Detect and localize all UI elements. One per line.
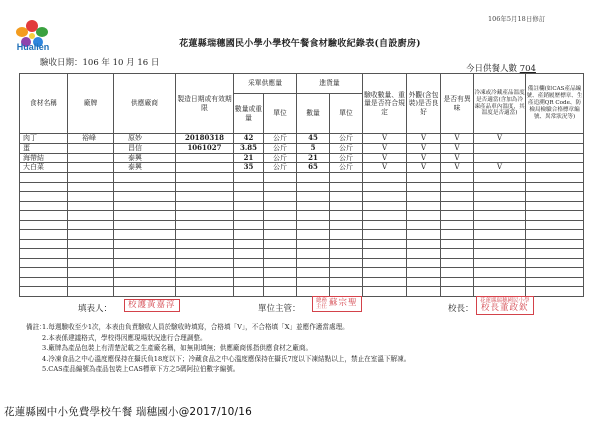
cell-brand bbox=[68, 192, 114, 202]
cell-aqty bbox=[297, 220, 330, 230]
cell-expiry bbox=[176, 287, 234, 297]
cell-odor bbox=[441, 268, 474, 278]
cell-aunit: 公斤 bbox=[330, 163, 363, 173]
cell-remark bbox=[526, 163, 584, 173]
cell-appearance bbox=[407, 182, 441, 192]
cell-aunit bbox=[330, 258, 363, 268]
cell-odor bbox=[441, 182, 474, 192]
logo-text: Hualien bbox=[16, 42, 50, 52]
cell-odor bbox=[441, 287, 474, 297]
filler-label: 填表人： bbox=[78, 304, 113, 314]
cell-odor bbox=[441, 173, 474, 183]
header-odor: 是否有異味 bbox=[441, 74, 474, 134]
cell-frozen bbox=[474, 287, 526, 297]
cell-expiry: 1061027 bbox=[176, 143, 234, 153]
cell-aunit: 公斤 bbox=[330, 143, 363, 153]
cell-expiry bbox=[176, 230, 234, 240]
cell-frozen bbox=[474, 153, 526, 163]
cell-odor bbox=[441, 277, 474, 287]
cell-expiry bbox=[176, 258, 234, 268]
cell-expiry bbox=[176, 277, 234, 287]
cell-remark bbox=[526, 182, 584, 192]
cell-remark bbox=[526, 268, 584, 278]
cell-supplier bbox=[114, 277, 176, 287]
cell-expiry bbox=[176, 211, 234, 221]
cell-match bbox=[363, 239, 407, 249]
cell-name bbox=[20, 277, 68, 287]
principal-stamp bbox=[476, 296, 534, 315]
cell-pqty bbox=[234, 258, 264, 268]
note-item: 2.本表係建議格式，學校得因應現場狀況進行合理調整。 bbox=[42, 333, 207, 342]
cell-punit bbox=[264, 201, 297, 211]
table-row bbox=[20, 220, 584, 230]
cell-aqty bbox=[297, 182, 330, 192]
cell-appearance bbox=[407, 277, 441, 287]
cell-punit bbox=[264, 249, 297, 259]
cell-aqty bbox=[297, 192, 330, 202]
principal-stamp-name: 校長董政欽 bbox=[481, 303, 529, 314]
cell-supplier bbox=[114, 192, 176, 202]
cell-expiry bbox=[176, 201, 234, 211]
cell-remark bbox=[526, 287, 584, 297]
notes-label: 備註： bbox=[26, 323, 46, 331]
cell-appearance bbox=[407, 173, 441, 183]
cell-supplier bbox=[114, 287, 176, 297]
cell-name bbox=[20, 287, 68, 297]
cell-pqty bbox=[234, 277, 264, 287]
cell-brand bbox=[68, 182, 114, 192]
cell-match bbox=[363, 173, 407, 183]
cell-aunit: 公斤 bbox=[330, 153, 363, 163]
cell-remark bbox=[526, 192, 584, 202]
cell-pqty: 42 bbox=[234, 134, 264, 144]
cell-match bbox=[363, 277, 407, 287]
cell-supplier bbox=[114, 249, 176, 259]
header-name: 食材名稱 bbox=[20, 74, 68, 134]
header-brand: 廠牌 bbox=[68, 74, 114, 134]
cell-aqty bbox=[297, 268, 330, 278]
cell-frozen: V bbox=[474, 134, 526, 144]
cell-punit bbox=[264, 277, 297, 287]
cell-punit bbox=[264, 287, 297, 297]
inspection-date: 驗收日期：106 年 10 月 16 日 bbox=[40, 58, 160, 68]
table-row bbox=[20, 163, 584, 173]
cell-name: 海帶結 bbox=[20, 153, 68, 163]
cell-aunit bbox=[330, 211, 363, 221]
cell-odor bbox=[441, 220, 474, 230]
table-row bbox=[20, 268, 584, 278]
cell-remark bbox=[526, 143, 584, 153]
cell-appearance bbox=[407, 230, 441, 240]
header-purchase-group: 采單供應量 bbox=[234, 74, 297, 94]
cell-supplier: 昌信 bbox=[114, 143, 176, 153]
table-row bbox=[20, 277, 584, 287]
table-row bbox=[20, 211, 584, 221]
table-row bbox=[20, 153, 584, 163]
cell-appearance bbox=[407, 211, 441, 221]
cell-pqty: 3.85 bbox=[234, 143, 264, 153]
cell-match: V bbox=[363, 153, 407, 163]
header-purchase-unit: 單位 bbox=[264, 94, 297, 134]
cell-aqty bbox=[297, 287, 330, 297]
cell-punit bbox=[264, 220, 297, 230]
cell-frozen bbox=[474, 201, 526, 211]
cell-match: V bbox=[363, 163, 407, 173]
cell-appearance: V bbox=[407, 163, 441, 173]
cell-aunit bbox=[330, 173, 363, 183]
header-supplier: 供應廠商 bbox=[114, 74, 176, 134]
cell-punit bbox=[264, 239, 297, 249]
cell-aqty bbox=[297, 249, 330, 259]
cell-punit: 公斤 bbox=[264, 163, 297, 173]
cell-appearance bbox=[407, 249, 441, 259]
cell-odor bbox=[441, 249, 474, 259]
cell-appearance bbox=[407, 239, 441, 249]
cell-expiry bbox=[176, 192, 234, 202]
cell-appearance: V bbox=[407, 153, 441, 163]
cell-odor bbox=[441, 201, 474, 211]
cell-brand bbox=[68, 249, 114, 259]
cell-aqty: 21 bbox=[297, 153, 330, 163]
cell-brand bbox=[68, 239, 114, 249]
cell-name bbox=[20, 182, 68, 192]
cell-remark bbox=[526, 211, 584, 221]
cell-odor: V bbox=[441, 134, 474, 144]
manager-label: 單位主管： bbox=[258, 304, 301, 314]
cell-aunit: 公斤 bbox=[330, 134, 363, 144]
cell-supplier: 泰興 bbox=[114, 163, 176, 173]
header-remark: 備註欄(如CAS產品編號、產銷履歷標章、生產追溯QR Code、防檢局檢驗合格標章編號、異常狀況等) bbox=[526, 74, 584, 134]
cell-match bbox=[363, 192, 407, 202]
cell-brand bbox=[68, 173, 114, 183]
cell-aqty: 65 bbox=[297, 163, 330, 173]
manager-stamp-name: 蘇宗聖 bbox=[329, 298, 358, 309]
cell-name bbox=[20, 211, 68, 221]
cell-aunit bbox=[330, 287, 363, 297]
cell-match bbox=[363, 211, 407, 221]
cell-aqty: 45 bbox=[297, 134, 330, 144]
table-row bbox=[20, 258, 584, 268]
cell-match: V bbox=[363, 143, 407, 153]
cell-punit bbox=[264, 268, 297, 278]
cell-aunit bbox=[330, 239, 363, 249]
cell-frozen bbox=[474, 182, 526, 192]
cell-remark bbox=[526, 230, 584, 240]
cell-expiry bbox=[176, 163, 234, 173]
table-row bbox=[20, 249, 584, 259]
cell-supplier bbox=[114, 268, 176, 278]
cell-aunit bbox=[330, 182, 363, 192]
cell-match bbox=[363, 220, 407, 230]
cell-frozen bbox=[474, 220, 526, 230]
cell-remark bbox=[526, 173, 584, 183]
cell-odor bbox=[441, 258, 474, 268]
cell-odor bbox=[441, 211, 474, 221]
cell-brand bbox=[68, 201, 114, 211]
cell-odor: V bbox=[441, 163, 474, 173]
cell-odor: V bbox=[441, 143, 474, 153]
cell-aunit bbox=[330, 277, 363, 287]
cell-remark bbox=[526, 134, 584, 144]
cell-frozen bbox=[474, 239, 526, 249]
cell-brand bbox=[68, 153, 114, 163]
cell-supplier bbox=[114, 173, 176, 183]
cell-punit: 公斤 bbox=[264, 134, 297, 144]
notes-list bbox=[42, 322, 590, 375]
cell-aqty bbox=[297, 201, 330, 211]
cell-expiry bbox=[176, 153, 234, 163]
cell-aqty bbox=[297, 277, 330, 287]
cell-punit bbox=[264, 173, 297, 183]
cell-brand bbox=[68, 143, 114, 153]
cell-odor bbox=[441, 239, 474, 249]
note-item: 5.CAS產品編號為產品包裝上CAS標章下方之5碼阿拉伯數字編號。 bbox=[42, 365, 240, 374]
cell-appearance: V bbox=[407, 134, 441, 144]
cell-match bbox=[363, 258, 407, 268]
cell-expiry bbox=[176, 239, 234, 249]
cell-aqty bbox=[297, 230, 330, 240]
cell-remark bbox=[526, 239, 584, 249]
cell-match bbox=[363, 268, 407, 278]
cell-remark bbox=[526, 201, 584, 211]
cell-frozen bbox=[474, 277, 526, 287]
cell-pqty bbox=[234, 287, 264, 297]
cell-frozen bbox=[474, 258, 526, 268]
cell-name: 大白菜 bbox=[20, 163, 68, 173]
cell-name bbox=[20, 249, 68, 259]
cell-remark bbox=[526, 277, 584, 287]
cell-aqty bbox=[297, 211, 330, 221]
cell-remark bbox=[526, 249, 584, 259]
cell-remark bbox=[526, 220, 584, 230]
cell-name bbox=[20, 201, 68, 211]
table-row bbox=[20, 230, 584, 240]
cell-odor bbox=[441, 230, 474, 240]
table-row bbox=[20, 192, 584, 202]
cell-pqty: 21 bbox=[234, 153, 264, 163]
cell-appearance bbox=[407, 268, 441, 278]
note-item: 4.冷凍食品之中心溫度應保持在攝氏負18度以下；冷藏食品之中心溫度應保持在攝氏7度以下凍結點以上，禁止在室溫下解凍。 bbox=[42, 354, 411, 363]
cell-pqty bbox=[234, 201, 264, 211]
cell-brand bbox=[68, 163, 114, 173]
header-purchase-qty: 數量或重量 bbox=[234, 94, 264, 134]
cell-appearance bbox=[407, 287, 441, 297]
inspection-table bbox=[19, 73, 584, 297]
cell-supplier bbox=[114, 211, 176, 221]
table-row bbox=[20, 143, 584, 153]
cell-frozen bbox=[474, 249, 526, 259]
cell-match bbox=[363, 182, 407, 192]
cell-aunit bbox=[330, 220, 363, 230]
cell-aunit bbox=[330, 201, 363, 211]
cell-punit bbox=[264, 211, 297, 221]
table-row bbox=[20, 173, 584, 183]
cell-supplier bbox=[114, 220, 176, 230]
manager-stamp-top: 總務 bbox=[316, 298, 328, 304]
cell-pqty bbox=[234, 249, 264, 259]
cell-pqty bbox=[234, 220, 264, 230]
table-row bbox=[20, 134, 584, 144]
meal-count-label: 今日供餐人數 bbox=[466, 64, 518, 74]
cell-pqty bbox=[234, 173, 264, 183]
cell-appearance: V bbox=[407, 143, 441, 153]
manager-stamp bbox=[312, 296, 362, 312]
cell-frozen bbox=[474, 211, 526, 221]
cell-punit bbox=[264, 258, 297, 268]
cell-frozen bbox=[474, 230, 526, 240]
cell-appearance bbox=[407, 258, 441, 268]
cell-brand bbox=[68, 211, 114, 221]
cell-match bbox=[363, 249, 407, 259]
cell-appearance bbox=[407, 201, 441, 211]
filler-stamp: 校護黃嘉淳 bbox=[124, 299, 180, 312]
cell-remark bbox=[526, 258, 584, 268]
cell-name bbox=[20, 220, 68, 230]
revision-date: 106年5月18日修訂 bbox=[488, 15, 546, 23]
cell-odor: V bbox=[441, 153, 474, 163]
cell-name bbox=[20, 258, 68, 268]
cell-brand: 裕峰 bbox=[68, 134, 114, 144]
cell-pqty bbox=[234, 230, 264, 240]
cell-brand bbox=[68, 277, 114, 287]
cell-punit: 公斤 bbox=[264, 143, 297, 153]
cell-match: V bbox=[363, 134, 407, 144]
cell-name bbox=[20, 173, 68, 183]
cell-punit bbox=[264, 182, 297, 192]
cell-name bbox=[20, 268, 68, 278]
header-match: 驗收數量、重量是否符合規定 bbox=[363, 74, 407, 134]
cell-remark bbox=[526, 153, 584, 163]
cell-name bbox=[20, 230, 68, 240]
cell-supplier bbox=[114, 201, 176, 211]
header-arrival-unit: 單位 bbox=[330, 94, 363, 134]
cell-odor bbox=[441, 192, 474, 202]
cell-brand bbox=[68, 268, 114, 278]
table-row bbox=[20, 287, 584, 297]
cell-supplier bbox=[114, 230, 176, 240]
cell-aunit bbox=[330, 268, 363, 278]
cell-match bbox=[363, 230, 407, 240]
cell-match bbox=[363, 287, 407, 297]
cell-pqty bbox=[234, 192, 264, 202]
cell-supplier: 泰興 bbox=[114, 153, 176, 163]
header-arrival-qty: 數量 bbox=[297, 94, 330, 134]
manager-stamp-sub: 主任 bbox=[316, 304, 328, 311]
header-appearance: 外觀(含包裝)是否良好 bbox=[407, 74, 441, 134]
cell-expiry: 20180318 bbox=[176, 134, 234, 144]
cell-supplier bbox=[114, 239, 176, 249]
table-row bbox=[20, 182, 584, 192]
note-item: 1.每週驗收至少1次，本表由負責驗收人員於驗收時填寫，合格填「V」，不合格填「X」並應作適當處理。 bbox=[42, 323, 349, 331]
cell-punit bbox=[264, 230, 297, 240]
cell-aqty bbox=[297, 173, 330, 183]
header-expiry: 製造日期或有效期限 bbox=[176, 74, 234, 134]
cell-punit: 公斤 bbox=[264, 153, 297, 163]
cell-frozen: V bbox=[474, 163, 526, 173]
cell-pqty bbox=[234, 239, 264, 249]
cell-name bbox=[20, 239, 68, 249]
header-frozen: 冷凍或冷藏產品溫度是否適當(含加為冷凍產品車內溫度，其溫度是否適當) bbox=[474, 74, 526, 134]
cell-pqty bbox=[234, 211, 264, 221]
cell-expiry bbox=[176, 220, 234, 230]
header-arrival-group: 進貨量 bbox=[297, 74, 363, 94]
cell-pqty: 35 bbox=[234, 163, 264, 173]
cell-brand bbox=[68, 220, 114, 230]
cell-brand bbox=[68, 287, 114, 297]
cell-name: 肉丁 bbox=[20, 134, 68, 144]
cell-supplier bbox=[114, 258, 176, 268]
cell-supplier: 原妙 bbox=[114, 134, 176, 144]
photo-caption: 花蓮縣國中小免費學校午餐 瑞穗國小@2017/10/16 bbox=[4, 406, 252, 418]
note-item: 3.廠牌為產品包裝上有清楚記載之生產廠名稱，如無則填無；供應廠商係指供應食材之廠商。 bbox=[42, 344, 313, 353]
cell-aqty: 5 bbox=[297, 143, 330, 153]
cell-name: 蛋 bbox=[20, 143, 68, 153]
cell-frozen bbox=[474, 173, 526, 183]
cell-expiry bbox=[176, 173, 234, 183]
cell-appearance bbox=[407, 220, 441, 230]
cell-name bbox=[20, 192, 68, 202]
cell-match bbox=[363, 201, 407, 211]
cell-frozen bbox=[474, 192, 526, 202]
cell-aunit bbox=[330, 230, 363, 240]
table-row bbox=[20, 201, 584, 211]
page-title: 花蓮縣瑞穗國民小學小學校午餐食材驗收紀錄表(自設廚房) bbox=[179, 39, 421, 49]
cell-brand bbox=[68, 258, 114, 268]
cell-aunit bbox=[330, 192, 363, 202]
cell-punit bbox=[264, 192, 297, 202]
cell-frozen bbox=[474, 268, 526, 278]
cell-appearance bbox=[407, 192, 441, 202]
cell-aqty bbox=[297, 258, 330, 268]
cell-supplier bbox=[114, 182, 176, 192]
cell-aqty bbox=[297, 239, 330, 249]
cell-expiry bbox=[176, 268, 234, 278]
cell-frozen bbox=[474, 143, 526, 153]
cell-expiry bbox=[176, 182, 234, 192]
cell-aunit bbox=[330, 249, 363, 259]
principal-stamp-sub: 花蓮縣瑞穗國民小學 bbox=[480, 298, 530, 304]
cell-pqty bbox=[234, 182, 264, 192]
principal-label: 校長： bbox=[448, 304, 474, 314]
table-row bbox=[20, 239, 584, 249]
cell-brand bbox=[68, 230, 114, 240]
cell-expiry bbox=[176, 249, 234, 259]
meal-count-value: 704 bbox=[519, 64, 536, 74]
cell-pqty bbox=[234, 268, 264, 278]
